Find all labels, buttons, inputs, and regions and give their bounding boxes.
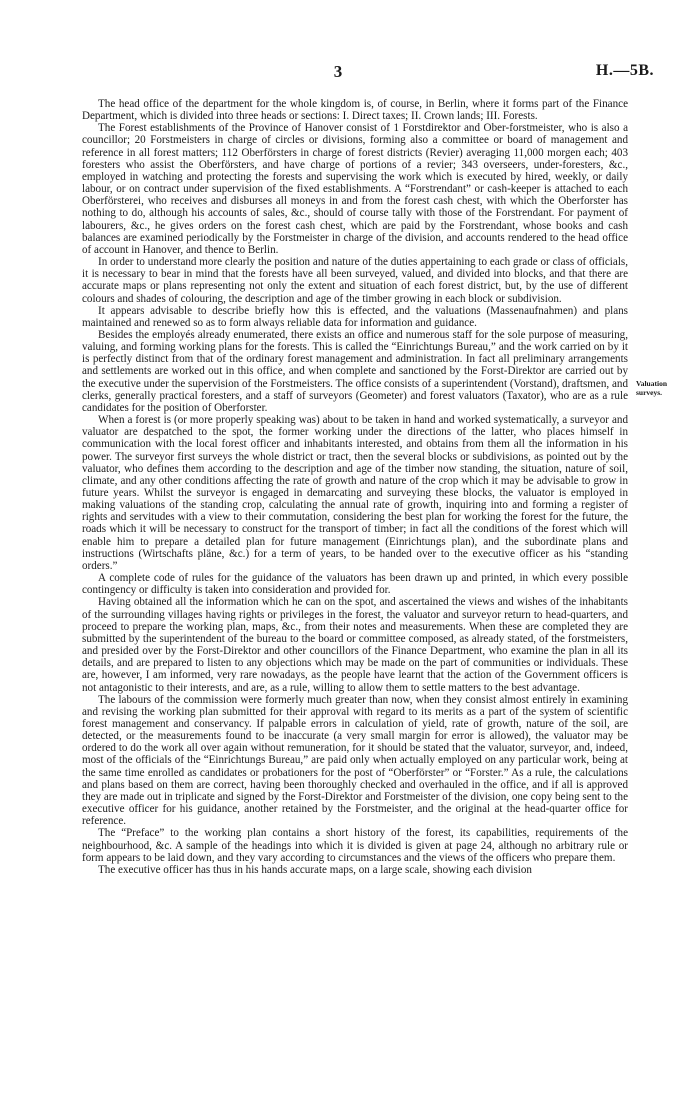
paragraph-survey-procedure: When a forest is (or more properly speaking was) about to be taken in hand and worked systematically, a surveyor and valuator are despatched to the spot, the former working under the directions of the latter, who places himself in communication with the local forest officer and inhabitants interested, and obtains from them all the information in his power. The surveyor first surveys the whole district or tract, then the several blocks or subdivisions, as pointed out by the valuator, who defines them according to the description and age of the timber now standing, the situation, nature of soil, climate, and any other conditions affecting the rate of growth and nature of the crop which it may be advisable to grow in future years. Whilst the surveyor is engaged in demarcating and surveying these blocks, the valuator is employed in making valuations of the standing crop, calculating the annual rate of growth, inquiring into and forming a register of rights and servitudes with a view to their commutation, considering the best plan for working the forest for the future, the roads which it will be necessary to construct for the transport of timber; in fact all the conditions of the forest which will enable him to prepare a detailed plan for future management (Einrichtungs plan), and the subordinate plans and instructions (Wirtschafts pläne, &c.) for a term of years, to be handed over to the executive officer as his “standing orders.” [82,414,628,572]
paragraph-preface: The “Preface” to the working plan contains a short history of the forest, its capabilities, requirements of the neighbourhood, &c. A sample of the headings into which it is divided is given at page 24, although no arbitrary rule or form appears to be laid down, and they vary according to circumstances and the views of the officers who prepare them. [82,827,628,864]
paragraph-commission-labours: The labours of the commission were formerly much greater than now, when they consist almost entirely in examining and revising the working plan submitted for their approval with regard to its merits as a part of the system of scientific forest management and conservancy. If palpable errors in calculation of yield, rate of growth, nature of the soil, are detected, or the measurements found to be inaccurate (a very small margin for error is allowed), the valuator may be ordered to do the work all over again without remuneration, for it should be stated that the valuator, surveyor, and, indeed, most of the officials of the “Einrichtungs Bureau,” are paid only when actually employed on any particular work, being at the same time enrolled as candidates or probationers for the post of “Oberförster” or “Forster.” As a rule, the calculations and plans based on them are correct, having been thoroughly checked and overhauled in the office, and if all is approved they are made out in triplicate and signed by the Forst-Direktor and Forstmeister of the division, one copy being sent to the executive officer for his guidance, another retained by the Forstmeister, and the original at the head-quarter office for reference. [82,693,628,828]
page-number: 3 [333,62,343,81]
paragraph-head-office: The head office of the department for the whole kingdom is, of course, in Berlin, where it forms part of the Finance Department, which is divided into three heads or sections: I. Direct taxes; II. Crown lands; III. Forests. [82,98,628,123]
body-text [82,98,628,876]
paragraph-forest-establishments: The Forest establishments of the Province of Hanover consist of 1 Forstdirektor and Ober-forstmeister, who is also a councillor; 20 Forstmeisters in charge of circles or divisions, forming also a committee or board of management and reference in all forest matters; 112 Oberförsters in charge of forest districts (Revier) averaging 11,000 morgen each; 403 foresters who assist the Oberförsters, and have charge of portions of a revier; 343 overseers, under-foresters, &c., employed in watching and protecting the forests and supervising the work which is executed by hired, weekly, or daily labour, or on contract under supervision of the fixed establishments. A “Forstrendant” or cash-keeper is attached to each Oberförsterei, who receives and disburses all moneys in and from the forest cash chest, with which the Oberforster has nothing to do, although his accounts of sales, &c., should of course tally with those of the Forstrendant. For payment of labourers, &c., he gives orders on the forest cash chest, which are paid by the Forstrendant, whose books and cash balances are examined periodically by the Forstmeister in charge of the division, and accounts rendered to the head office of account in Hanover, and thence to Berlin. [82,122,628,256]
margin-note: Valuation surveys. [636,379,667,397]
paragraph-valuations: It appears advisable to describe briefly how this is effected, and the valuations (Massenaufnahmen) and plans maintained and renewed so as to form always reliable data for information and guidance. [82,304,628,329]
paragraph-einrichtungs-bureau: Besides the employés already enumerated, there exists an office and numerous staff for the sole purpose of measuring, valuing, and forming working plans for the forests. This is called the “Einrichtungs Bureau,” and the work carried on by it is perfectly distinct from that of the ordinary forest management and administration. In fact all preliminary arrangements and settlements are worked out in this office, and when complete and sanctioned by the Forst-Direktor are carried out by the executive under the supervision of the Forstmeisters. The office consists of a superintendent (Vorstand), draftsmen, and clerks, generally practical foresters, and a staff of surveyors (Geometer) and forest valuators (Taxator), who are as a rule candidates for the position of Oberforster. [82,328,628,414]
document-reference: H.—5B. [595,62,654,79]
paragraph-officials-position: In order to understand more clearly the position and nature of the duties appertaining to each grade or class of officials, it is necessary to bear in mind that the forests have all been surveyed, valued, and divided into blocks, and that there are accurate maps or plans representing not only the extent and situation of each forest district, but, by the use of different colours and shades of colouring, the description and age of the timber growing in each block or subdivision. [82,256,628,305]
page-header [0,62,700,82]
paragraph-code-of-rules: A complete code of rules for the guidance of the valuators has been drawn up and printed, in which every possible contingency or difficulty is taken into consideration and provided for. [82,572,628,597]
paragraph-executive-officer: The executive officer has thus in his hands accurate maps, on a large scale, showing each division [98,863,532,876]
paragraph-working-plan: Having obtained all the information which he can on the spot, and ascertained the views and wishes of the inhabitants of the surrounding villages having rights or privileges in the forest, the valuator and surveyor return to head-quarters, and proceed to prepare the working plan, maps, &c., from their notes and measurements. When these are completed they are submitted by the superintendent of the bureau to the board or committee composed, as already stated, of the forstmeisters, and presided over by the Forst-Direktor and other councillors of the Finance Department, who examine the plan in all its details, and are prepared to listen to any objections which may be made on the part of communities or individuals. These are, however, I am informed, very rare nowadays, as the people have learnt that the action of the Government officers is not antagonistic to their interests, and are, as a rule, willing to allow them to settle matters to the best advantage. [82,596,628,694]
